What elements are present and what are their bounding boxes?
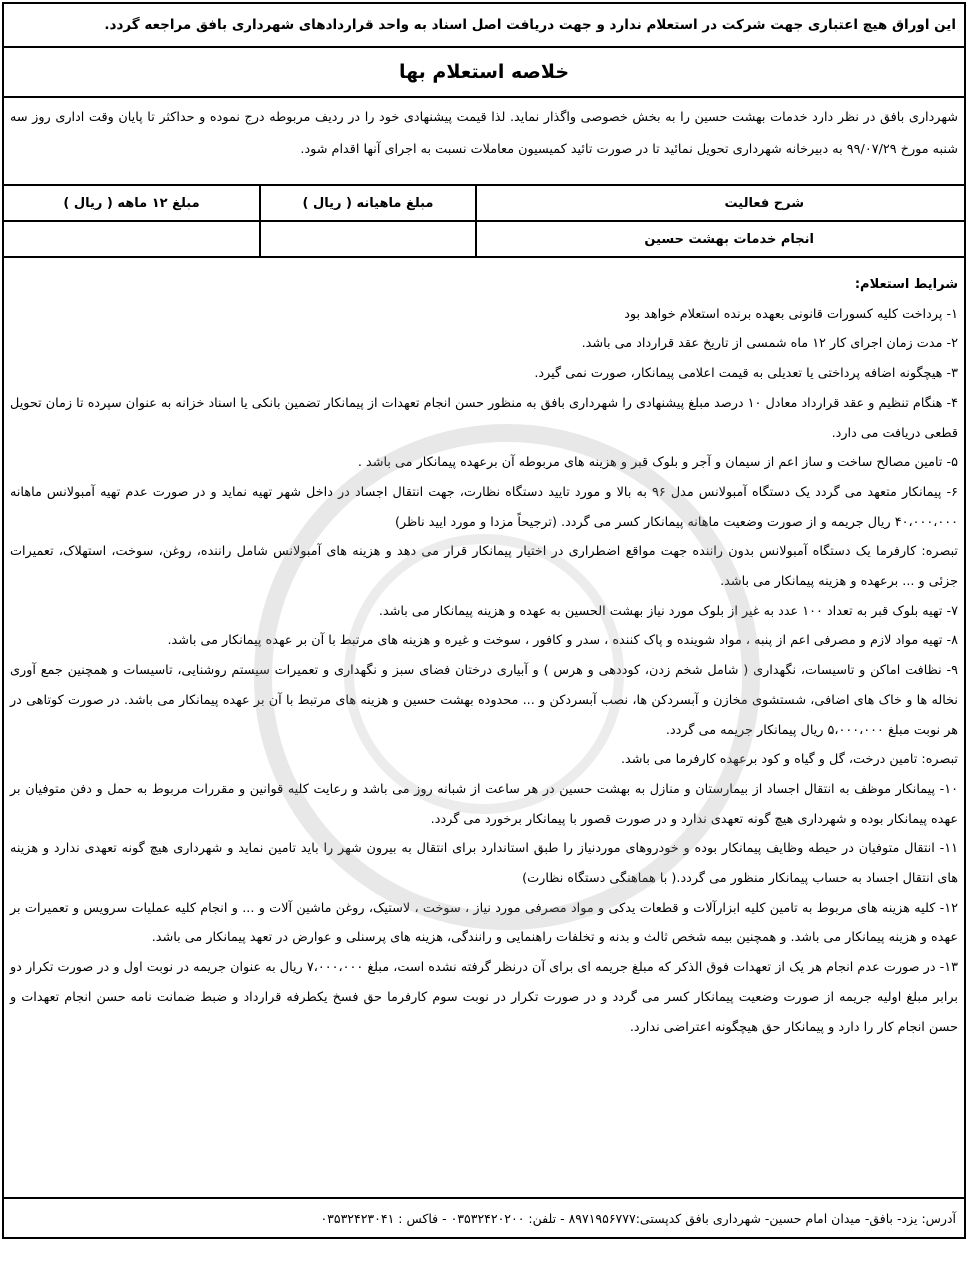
terms-section bbox=[4, 258, 964, 1042]
term-item: ۹- نظافت اماکن و تاسیسات، نگهداری ( شامل شخم زدن، کوددهی و هرس ) و آبیاری درختان فضای سبز و نگهداری و تعمیرات سیستم روشنایی، تاسیسات و همچنین جمع آوری نخاله ها و خاک های اضافی، شستشوی مخازن و آبسردکن ها، نصب آبسردکن و ... محدوده بهشت حسین و هزینه های مرتبط با آن بر عهده پیمانکار می باشد. در صورت کوتاهی در هر نوبت مبلغ ۵،۰۰۰،۰۰۰ ریال پیمانکار جریمه می گردد. bbox=[10, 663, 958, 738]
document-page bbox=[2, 2, 966, 1239]
term-item: ۸- تهیه مواد لازم و مصرفی اعم از پنبه ، مواد شوینده و پاک کننده ، سدر و کافور ، سوخت و غیره و هزینه های مرتبط با آن بر عهده پیمانکار می باشد. bbox=[167, 633, 958, 649]
term-note: تبصره: کارفرما یک دستگاه آمبولانس بدون راننده جهت مواقع اضطراری در اختیار پیمانکار قرار می دهد و هزینه های آمبولانس شامل راننده، روغن، سوخت، استهلاک، تعمیرات جزئی و ... برعهده و هزینه پیمانکار می باشد. bbox=[10, 544, 958, 590]
term-item: ۴- هنگام تنظیم و عقد قرارداد معادل ۱۰ درصد مبلغ پیشنهادی را شهرداری بافق به منظور حسن انجام تعهدات از پیمانکار تضمین بانکی یا اسناد خزانه به عنوان سپرده تا زمان تحویل قطعی دریافت می دارد. bbox=[10, 395, 958, 441]
document-title: خلاصه استعلام بها bbox=[4, 48, 964, 98]
intro-paragraph: شهرداری بافق در نظر دارد خدمات بهشت حسین را به بخش خصوصی واگذار نماید. لذا قیمت پیشنهادی خود را در ردیف مربوطه درج نموده و حداکثر تا پایان وقت اداری روز سه شنبه مورخ ۹۹/۰۷/۲۹ به دبیرخانه شهرداری تحویل نمائید تا در صورت تائید کمیسیون معاملات نسبت به اجرای آنها اقدام شود. bbox=[4, 98, 964, 186]
term-item: ۱- پرداخت کلیه کسورات قانونی بعهده برنده استعلام خواهد بود bbox=[624, 306, 958, 322]
cell-activity: انجام خدمات بهشت حسین bbox=[477, 222, 964, 258]
header-monthly-amount: مبلغ ماهیانه ( ریال ) bbox=[261, 186, 477, 222]
term-item: ۱۰- پیمانکار موظف به انتقال اجساد از بیمارستان و منازل به بهشت حسین در هر ساعت از شبانه روز می باشد و رعایت کلیه قوانین و مقررات مربوط به حمل و دفن متوفیان بر عهده پیمانکار بوده و شهرداری هیچ گونه تعهدی ندارد و در صورت قصور با پیمانکار برخورد می گردد. bbox=[10, 781, 958, 827]
term-note: تبصره: تامین درخت، گل و گیاه و کود برعهده کارفرما می باشد. bbox=[620, 752, 958, 768]
term-item: ۷- تهیه بلوک قبر به تعداد ۱۰۰ عدد به غیر از بلوک مورد نیاز بهشت الحسین به عهده و هزینه پیمانکار می باشد. bbox=[378, 603, 958, 619]
term-item: ۳- هیچگونه اضافه پرداختی یا تعدیلی به قیمت اعلامی پیمانکار، صورت نمی گیرد. bbox=[534, 366, 958, 382]
term-item: ۲- مدت زمان اجرای کار ۱۲ ماه شمسی از تاریخ عقد قرارداد می باشد. bbox=[581, 336, 958, 352]
header-annual-amount: مبلغ ۱۲ ماهه ( ریال ) bbox=[4, 186, 261, 222]
header-activity: شرح فعالیت bbox=[477, 186, 964, 222]
notice-banner: این اوراق هیچ اعتباری جهت شرکت در استعلام ندارد و جهت دریافت اصل اسناد به واحد قراردادهای شهرداری بافق مراجعه گردد. bbox=[4, 4, 964, 48]
term-item: ۱۳- در صورت عدم انجام هر یک از تعهدات فوق الذکر که مبلغ جریمه ای برای آن درنظر گرفته نشده است، مبلغ ۷،۰۰۰،۰۰۰ ریال به عنوان جریمه در نوبت اول و در صورت تکرار دو برابر مبلغ اولیه جریمه از صورت وضعیت پیمانکار کسر می گردد و در صورت تکرار در نوبت سوم کارفرما حق فسخ یکطرفه قرارداد و ضبط ضمانت نامه حسن انجام تعهدات و حسن انجام کار را دارد و پیمانکار حق هیچگونه اعتراضی ندارد. bbox=[10, 960, 959, 1035]
terms-heading: شرایط استعلام: bbox=[854, 277, 958, 292]
cell-annual-amount bbox=[4, 222, 261, 258]
term-item: ۵- تامین مصالح ساخت و ساز اعم از سیمان و آجر و بلوک قبر و هزینه های مربوطه آن برعهده پیمانکار می باشد . bbox=[357, 455, 958, 471]
cell-monthly-amount bbox=[261, 222, 477, 258]
price-table bbox=[4, 186, 964, 258]
term-item: ۶- پیمانکار متعهد می گردد یک دستگاه آمبولانس مدل ۹۶ به بالا و مورد تایید دستگاه نظارت، جهت انتقال اجساد در داخل شهر تهیه نماید و در صورت عدم تهیه آمبولانس ماهانه ۴۰،۰۰۰،۰۰۰ ریال جریمه و از صورت وضعیت ماهانه پیمانکار کسر می گردد. (ترجیحاً مزدا و مورد ایید ناظر) bbox=[10, 484, 958, 530]
term-item: ۱۱- انتقال متوفیان در حیطه وظایف پیمانکار بوده و خودروهای موردنیاز را طبق استاندارد برای انتقال به بیرون شهر را باید تامین نماید و شهرداری هیچ گونه تعهدی ندارد و هزینه های انتقال اجساد به حساب پیمانکار منظور می گردد.( با هماهنگی دستگاه نظارت) bbox=[10, 841, 958, 887]
term-item: ۱۲- کلیه هزینه های مربوط به تامین کلیه ابزارآلات و قطعات یدکی و مواد مصرفی مورد نیاز ، سوخت ، لاستیک، روغن ماشین آلات و ... و انجام کلیه عملیات سرویس و تعمیرات بر عهده و هزینه پیمانکار می باشد. و همچنین بیمه شخص ثالث و بدنه و تخلفات راهنمایی و رانندگی، هزینه های پرسنلی و عوارض در تعهد پیمانکار می باشد. bbox=[10, 900, 958, 946]
footer-contact: آدرس: یزد- بافق- میدان امام حسین- شهرداری بافق کدپستی:۸۹۷۱۹۵۶۷۷۷ - تلفن: ۰۳۵۳۲۴۲۰۲۰۰ - فاکس : ۰۳۵۳۲۴۲۳۰۴۱ bbox=[4, 1197, 964, 1237]
